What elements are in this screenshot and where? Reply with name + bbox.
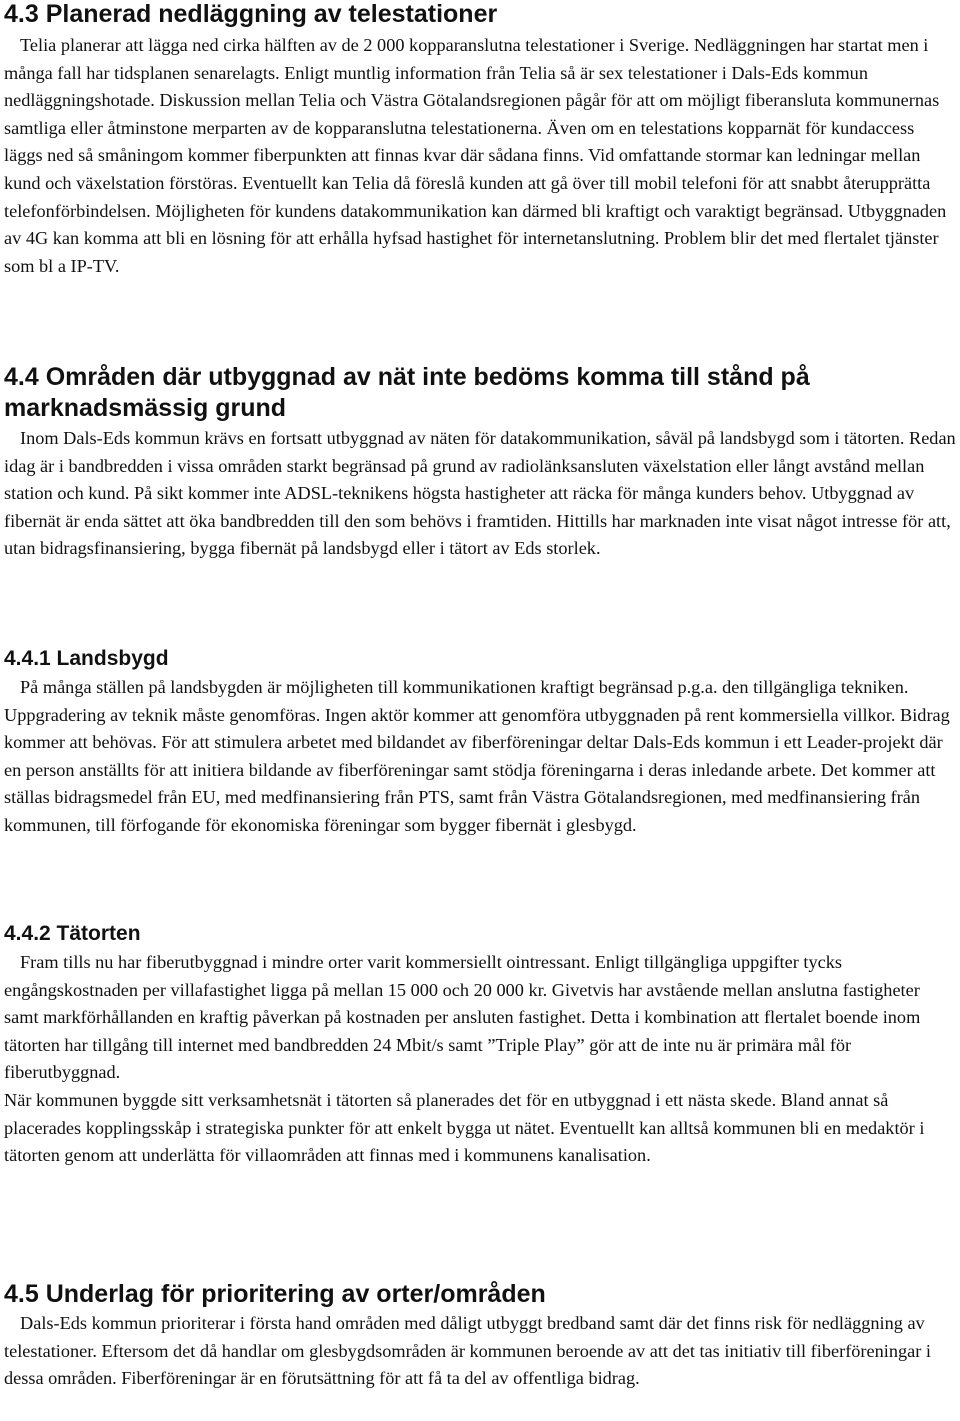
section-paragraph: Dals-Eds kommun prioriterar i första hand områden med dåligt utbyggt bredband samt där det finns risk för nedläggning av telestationer. Eftersom det då handlar om glesbygdsområden är kommunen beroende av att det tas initiativ till fiberföreningar i dessa områden. Fiberföreningar är en förutsättning för att få ta del av offentliga bidrag. [4,1313,931,1389]
section-paragraph: Fram tills nu har fiberutbyggnad i mindre orter varit kommersiellt ointressant. Enligt tillgängliga uppgifter tycks engångskostnaden per villafastighet ligga på mellan 15 000 och 20 000 kr. Givetvis har avstående mellan anslutna fastigheter samt markförhållanden en kraftig påverkan på kostnaden per ansluten fastighet. Detta i kombination att flertalet boende inom tätorten har tillgång till internet med bandbredden 24 Mbit/s samt ”Triple Play” gör att de inte nu är primära mål för fiberutbyggnad. [4,952,921,1083]
section-paragraph: Inom Dals-Eds kommun krävs en fortsatt utbyggnad av näten för datakommunikation, såväl på landsbygd som i tätorten. Redan idag är i bandbredden i vissa områden starkt begränsad på grund av radiolänksansluten växelstation eller långt avstånd mellan station och kund. På sikt kommer inte ADSL-teknikens högsta hastigheter att räcka för många kunders behov. Utbyggnad av fibernät är enda sättet att öka bandbredden till den som behövs i framtiden. Hittills har marknaden inte visat något intresse för att, utan bidragsfinansiering, bygga fibernät på landsbygd eller i tätort av Eds storlek. [4,428,956,559]
section-heading: 4.3 Planerad nedläggning av telestationer [4,0,498,28]
section-4-3 [4,0,956,280]
section-heading: 4.4.1 Landsbygd [4,647,169,670]
section-4-4 [4,362,956,563]
section-paragraph: När kommunen byggde sitt verksamhetsnät i tätorten så planerades det för en utbyggnad i ett nästa skede. Bland annat så placerades kopplingsskåp i strategiska punkter för att enkelt bygga ut nätet. Eventuellt kan alltså kommunen bli en medaktör i tätorten genom att underlätta för villaområden att finnas med i kommunens kanalisation. [4,1089,925,1166]
section-heading: 4.5 Underlag för prioritering av orter/områden [4,1280,546,1308]
section-paragraph: På många ställen på landsbygden är möjligheten till kommunikationen kraftigt begränsad p.g.a. den tillgängliga tekniken. Uppgradering av teknik måste genomföras. Ingen aktör kommer att genomföra utbyggnaden på rent kommersiella villkor. Bidrag kommer att behövas. För att stimulera arbetet med bildandet av fiberföreningar deltar Dals-Eds kommun i ett Leader-projekt där en person anställts för att initiera bildande av fiberföreningar samt stödja föreningarna i deras inledande arbete. Det kommer att ställas bidragsmedel från EU, med medfinansiering från PTS, samt från Västra Götalandsregionen, med medfinansiering från kommunen, till förfogande för ekonomiska föreningar som bygger fibernät i glesbygd. [4,677,950,835]
section-paragraph: Telia planerar att lägga ned cirka hälften av de 2 000 kopparanslutna telestationer i Sverige. Nedläggningen har startat men i många fall har tidsplanen senarelagts. Enligt muntlig information från Telia så är sex telestationer i Dals-Eds kommun nedläggningshotade. Diskussion mellan Telia och Västra Götalandsregionen pågår för att om möjligt fiberansluta kommunernas samtliga eller åtminstone merparten av de kopparanslutna telestationerna. Även om en telestations kopparnät för kundaccess läggs ned så småningom kommer fiberpunkten att finnas kvar där sådana finns. Vid omfattande stormar kan ledningar mellan kund och växelstation förstöras. Eventuellt kan Telia då föreslå kunden att gå över till mobil telefoni för att snabbt återupprätta telefonförbindelsen. Möjligheten för kundens datakommunikation kan därmed bli kraftigt och varaktigt begränsad. Utbyggnaden av 4G kan komma att bli en lösning för att erhålla hyfsad hastighet för internetanslutning. Problem blir det med flertalet tjänster som bl a IP-TV. [4,35,947,276]
section-heading: 4.4 Områden där utbyggnad av nät inte bedöms komma till stånd på marknadsmässig grund [4,363,810,422]
section-4-4-1 [4,645,956,840]
section-4-5 [4,1280,956,1393]
section-heading: 4.4.2 Tätorten [4,922,141,945]
section-4-4-2 [4,920,956,1170]
